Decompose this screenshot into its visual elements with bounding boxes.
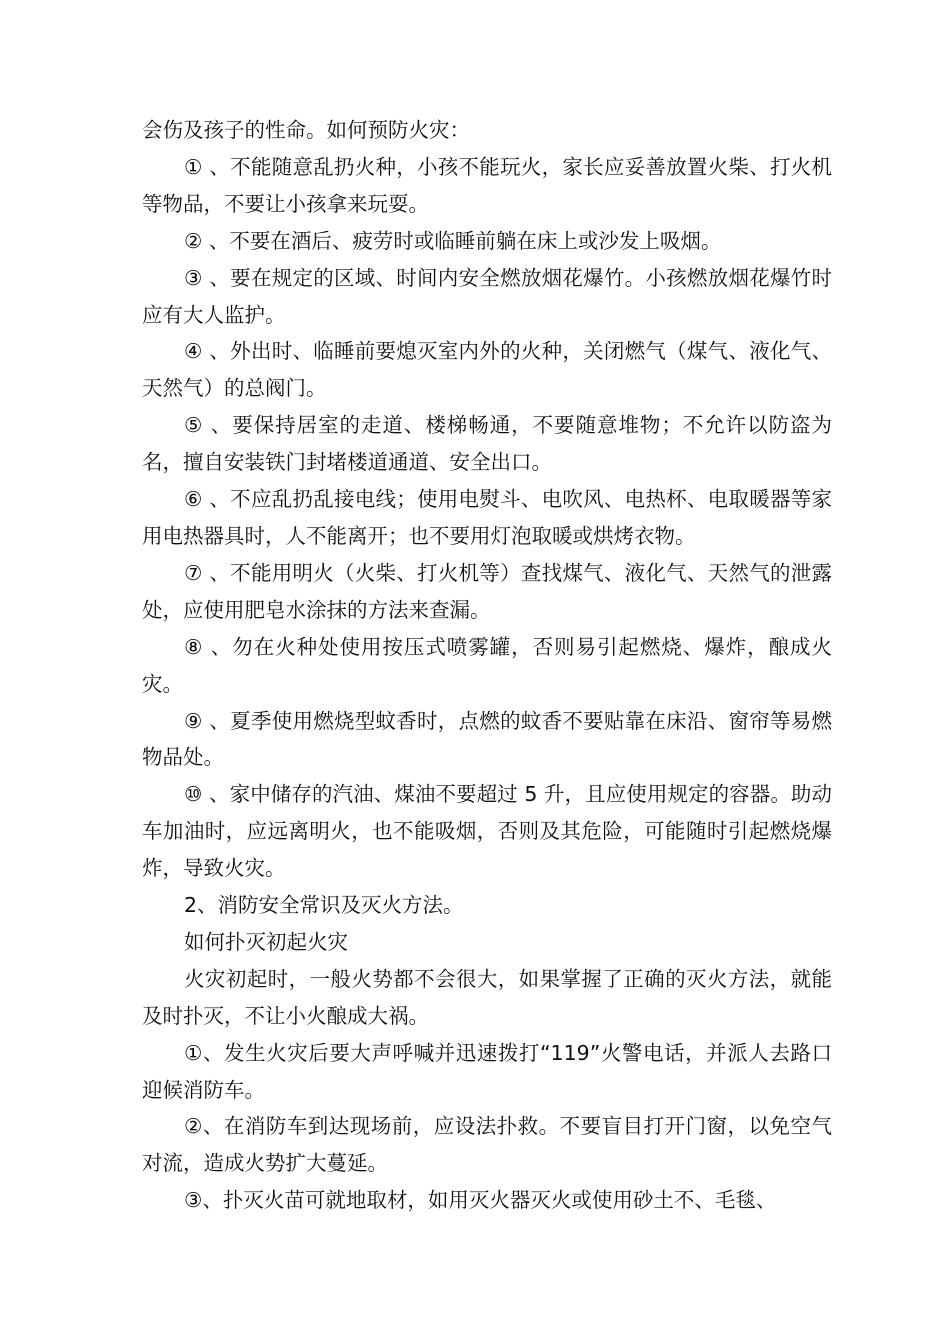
firefighting-item-1: ①、发生火灾后要大声呼喊并迅速拨打“119”火警电话，并派人去路口迎候消防车。	[142, 1040, 832, 1102]
prevention-item-6: ⑥ 、不应乱扔乱接电线；使用电熨斗、电吹风、电热杯、电取暖器等家用电热器具时，人不能离开；也不要用灯泡取暖或烘烤衣物。	[142, 487, 832, 548]
prevention-item-8: ⑧ 、勿在火种处使用按压式喷雾罐，否则易引起燃烧、爆炸，酿成火灾。	[142, 634, 832, 696]
firefighting-item-3: ③、扑灭火苗可就地取材，如用灭火器灭火或使用砂土不、毛毯、	[184, 1188, 777, 1213]
prevention-item-2: ② 、不要在酒后、疲劳时或临睡前躺在床上或沙发上吸烟。	[184, 228, 722, 253]
subsection-heading: 如何扑灭初起火灾	[184, 929, 348, 954]
intro-paragraph: 火灾初起时，一般火势都不会很大，如果掌握了正确的灭火方法，就能及时扑灭，不让小火酿成大祸。	[142, 966, 832, 1028]
prevention-item-3: ③ 、要在规定的区域、时间内安全燃放烟花爆竹。小孩燃放烟花爆竹时应有大人监护。	[142, 265, 832, 327]
prevention-item-4: ④ 、外出时、临睡前要熄灭室内外的火种，关闭燃气（煤气、液化气、天然气）的总阀门。	[142, 339, 832, 401]
firefighting-item-2: ②、在消防车到达现场前，应设法扑救。不要盲目打开门窗，以免空气对流，造成火势扩大蔓延。	[142, 1114, 832, 1176]
prevention-item-5: ⑤ 、要保持居室的走道、楼梯畅通，不要随意堆物；不允许以防盗为名，擅自安装铁门封堵楼道通道、安全出口。	[142, 413, 832, 475]
prevention-item-10: ⑩ 、家中储存的汽油、煤油不要超过 5 升，且应使用规定的容器。助动车加油时，应远离明火，也不能吸烟，否则及其危险，可能随时引起燃烧爆炸，导致火灾。	[142, 782, 832, 881]
paragraph-continuation: 会伤及孩子的性命。如何预防火灾：	[142, 118, 470, 142]
section-heading: 2、消防安全常识及灭火方法。	[184, 893, 464, 918]
document-page	[142, 112, 832, 1219]
prevention-item-1: ① 、不能随意乱扔火种，小孩不能玩火，家长应妥善放置火柴、打火机等物品，不要让小孩拿来玩耍。	[142, 154, 832, 216]
prevention-item-9: ⑨ 、夏季使用燃烧型蚊香时，点燃的蚊香不要贴靠在床沿、窗帘等易燃物品处。	[142, 708, 832, 770]
prevention-item-7: ⑦ 、不能用明火（火柴、打火机等）查找煤气、液化气、天然气的泄露处，应使用肥皂水涂抹的方法来查漏。	[142, 560, 832, 622]
